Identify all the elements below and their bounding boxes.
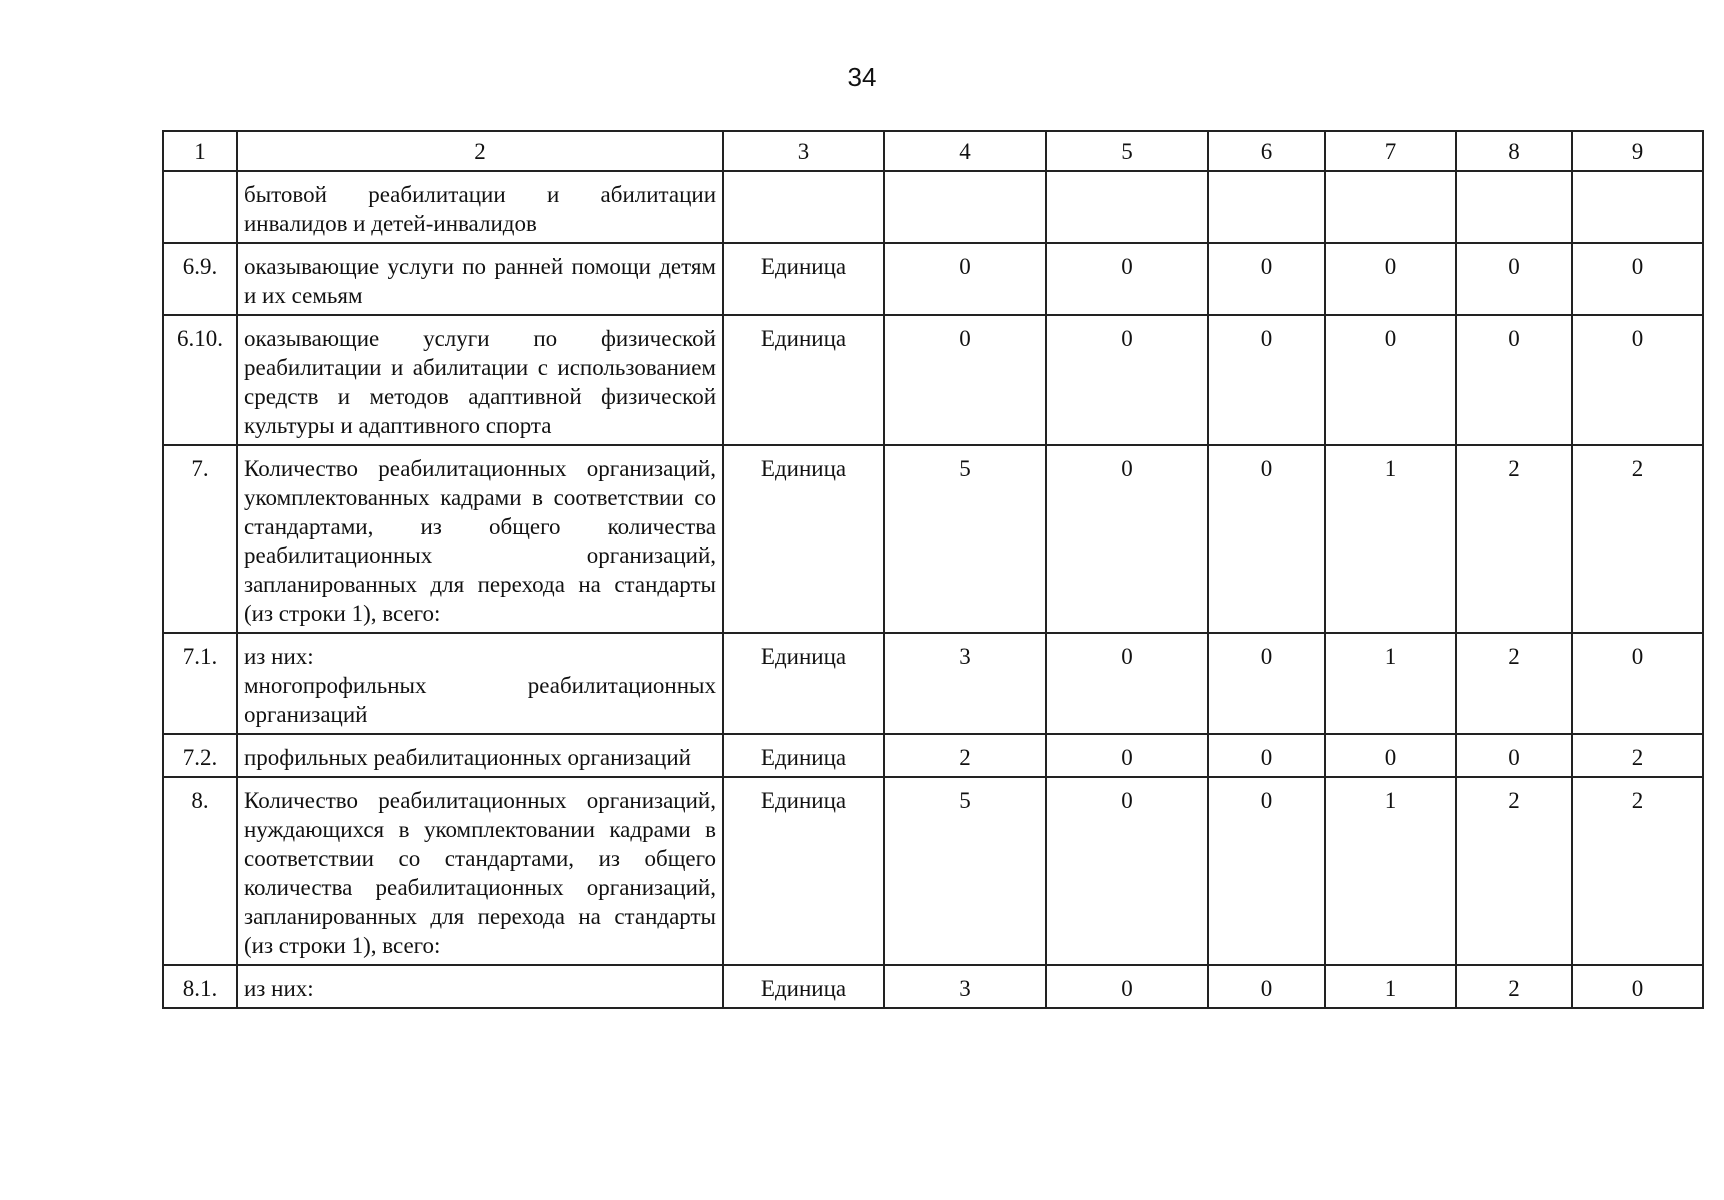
indicator-name-cell bbox=[237, 633, 723, 734]
value-cell: 3 bbox=[884, 965, 1046, 1008]
value-cell bbox=[1046, 171, 1208, 243]
value-cell: 1 bbox=[1325, 445, 1456, 633]
row-number-cell: 6.10. bbox=[163, 315, 237, 445]
indicator-name-cell bbox=[237, 171, 723, 243]
row-number-cell bbox=[163, 171, 237, 243]
value-cell: 2 bbox=[1456, 445, 1572, 633]
value-cell bbox=[884, 171, 1046, 243]
row-number-cell: 7.1. bbox=[163, 633, 237, 734]
value-cell bbox=[1456, 171, 1572, 243]
indicator-name-text: из них: bbox=[244, 644, 314, 669]
indicator-name-cell bbox=[237, 965, 723, 1008]
header-cell-3: 3 bbox=[723, 131, 884, 171]
indicator-name-cell bbox=[237, 777, 723, 965]
value-cell: 0 bbox=[1208, 315, 1325, 445]
value-cell: 1 bbox=[1325, 777, 1456, 965]
value-cell bbox=[1572, 171, 1703, 243]
table-row bbox=[163, 171, 1703, 243]
table-row bbox=[163, 243, 1703, 315]
value-cell: 0 bbox=[1456, 243, 1572, 315]
page-number: 34 bbox=[847, 62, 877, 92]
value-cell: 0 bbox=[1325, 243, 1456, 315]
value-cell bbox=[1325, 171, 1456, 243]
unit-cell bbox=[723, 171, 884, 243]
row-number-cell: 8. bbox=[163, 777, 237, 965]
indicator-name-text: оказывающие услуги по физической реабилитации и абилитации с использованием средств и методов адаптивной физической культуры и адаптивного спорта bbox=[244, 326, 716, 438]
table-row bbox=[163, 965, 1703, 1008]
value-cell bbox=[1208, 171, 1325, 243]
value-cell: 2 bbox=[1572, 777, 1703, 965]
table-row bbox=[163, 445, 1703, 633]
value-cell: 2 bbox=[884, 734, 1046, 777]
unit-cell: Единица bbox=[723, 243, 884, 315]
value-cell: 0 bbox=[1325, 315, 1456, 445]
unit-cell: Единица bbox=[723, 633, 884, 734]
value-cell: 5 bbox=[884, 445, 1046, 633]
indicator-name-text: многопрофильных реабилитационных организаций bbox=[244, 673, 716, 727]
indicator-name-text: из них: bbox=[244, 976, 314, 1001]
row-number-cell: 8.1. bbox=[163, 965, 237, 1008]
value-cell: 0 bbox=[1046, 734, 1208, 777]
value-cell: 0 bbox=[1572, 965, 1703, 1008]
value-cell: 0 bbox=[884, 315, 1046, 445]
header-cell-2: 2 bbox=[237, 131, 723, 171]
value-cell: 0 bbox=[1046, 445, 1208, 633]
unit-cell: Единица bbox=[723, 777, 884, 965]
indicator-name-cell bbox=[237, 315, 723, 445]
header-cell-7: 7 bbox=[1325, 131, 1456, 171]
value-cell: 0 bbox=[1046, 777, 1208, 965]
value-cell: 0 bbox=[1572, 243, 1703, 315]
value-cell: 2 bbox=[1456, 777, 1572, 965]
row-number-cell: 6.9. bbox=[163, 243, 237, 315]
value-cell: 2 bbox=[1456, 965, 1572, 1008]
value-cell: 0 bbox=[1046, 633, 1208, 734]
value-cell: 0 bbox=[1208, 445, 1325, 633]
value-cell: 0 bbox=[884, 243, 1046, 315]
indicator-name-text: оказывающие услуги по ранней помощи детям и их семьям bbox=[244, 254, 716, 308]
row-number-cell: 7.2. bbox=[163, 734, 237, 777]
header-cell-1: 1 bbox=[163, 131, 237, 171]
indicator-name-text: профильных реабилитационных организаций bbox=[244, 745, 691, 770]
table-body bbox=[163, 131, 1703, 1008]
value-cell: 0 bbox=[1208, 777, 1325, 965]
header-row bbox=[163, 131, 1703, 171]
value-cell: 5 bbox=[884, 777, 1046, 965]
value-cell: 0 bbox=[1046, 315, 1208, 445]
value-cell: 0 bbox=[1572, 633, 1703, 734]
header-cell-5: 5 bbox=[1046, 131, 1208, 171]
header-cell-9: 9 bbox=[1572, 131, 1703, 171]
table-row bbox=[163, 633, 1703, 734]
value-cell: 0 bbox=[1572, 315, 1703, 445]
indicator-name-text: Количество реабилитационных организаций, укомплектованных кадрами в соответствии со стандартами, из общего количества реабилитационных организаций, запланированных для перехода на стандарты (из строки 1), всего: bbox=[244, 456, 716, 626]
indicator-name-text: бытовой реабилитации и абилитации инвалидов и детей-инвалидов bbox=[244, 182, 716, 236]
value-cell: 2 bbox=[1572, 734, 1703, 777]
value-cell: 3 bbox=[884, 633, 1046, 734]
unit-cell: Единица bbox=[723, 445, 884, 633]
indicator-table bbox=[162, 130, 1704, 1009]
value-cell: 2 bbox=[1572, 445, 1703, 633]
table-row bbox=[163, 777, 1703, 965]
value-cell: 0 bbox=[1046, 965, 1208, 1008]
header-cell-4: 4 bbox=[884, 131, 1046, 171]
indicator-name-text: Количество реабилитационных организаций, нуждающихся в укомплектовании кадрами в соответствии со стандартами, из общего количества реабилитационных организаций, запланированных для перехода на стандарты (из строки 1), всего: bbox=[244, 788, 716, 958]
indicator-name-cell bbox=[237, 445, 723, 633]
unit-cell: Единица bbox=[723, 315, 884, 445]
value-cell: 0 bbox=[1325, 734, 1456, 777]
value-cell: 0 bbox=[1208, 243, 1325, 315]
value-cell: 1 bbox=[1325, 633, 1456, 734]
row-number-cell: 7. bbox=[163, 445, 237, 633]
header-cell-8: 8 bbox=[1456, 131, 1572, 171]
value-cell: 0 bbox=[1456, 315, 1572, 445]
indicator-name-cell bbox=[237, 243, 723, 315]
indicator-name-cell bbox=[237, 734, 723, 777]
value-cell: 0 bbox=[1208, 633, 1325, 734]
table-row bbox=[163, 315, 1703, 445]
value-cell: 0 bbox=[1208, 965, 1325, 1008]
value-cell: 2 bbox=[1456, 633, 1572, 734]
value-cell: 0 bbox=[1456, 734, 1572, 777]
table-row bbox=[163, 734, 1703, 777]
unit-cell: Единица bbox=[723, 734, 884, 777]
value-cell: 1 bbox=[1325, 965, 1456, 1008]
value-cell: 0 bbox=[1046, 243, 1208, 315]
unit-cell: Единица bbox=[723, 965, 884, 1008]
header-cell-6: 6 bbox=[1208, 131, 1325, 171]
value-cell: 0 bbox=[1208, 734, 1325, 777]
